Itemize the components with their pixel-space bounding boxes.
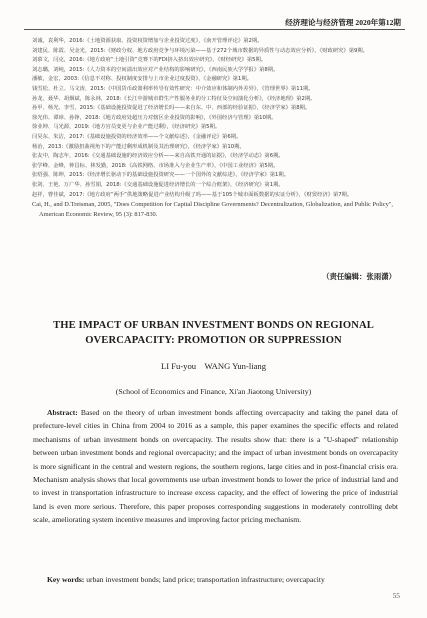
responsible-editor: （责任编辑：张雨潇）: [322, 272, 396, 281]
reference-item: 张友中，陶志年，2016:《交通基础设施的经济效应分析——来自高铁开通的证据》，《经济学动态》第6期。: [32, 153, 284, 160]
reference-item: 刘诚，袁利华，2016:《土地资源获取、投资权资增加与企业投资过度》，《南开管理评论》第2期。: [32, 38, 263, 44]
reference-item: 张绍强、陈坤，2015:《经济增长驱动下的基础设施投资研究——一个国外的文献综述》，《经济学家》第1期。: [32, 172, 289, 179]
reference-item: 刘志璐，刘纯，2015:《人力资本的空间溢出效应对产业结构的影响研究》，《西南民族大学学报》第8期。: [32, 66, 279, 73]
header-rule: [24, 29, 405, 30]
running-head: 经济理论与经济管理 2020年第12期: [285, 18, 401, 27]
article-authors: LI Fu-you WANG Yun-liang: [160, 361, 267, 371]
article-title-line: OVERCAPACITY: PROMOTION OR SUPPRESSION: [85, 335, 342, 346]
article-title: [0, 318, 427, 348]
reference-item-english: Cai, H., and D.Treisman, 2005, "Does Competition for Capital Discipline Governments? Decentralization, Globalization, and Public Policy", American Economic Review, 95 (3): 817-830.: [32, 201, 394, 218]
abstract-text: Based on the theory of urban investment bonds affecting overcapacity and taking the panel data of prefecture-level cities in China from 2004 to 2016 as a sample, this paper examines the specific effects and related mechanisms of urban investment bonds on overcapacity. The results show that: there is a "U-shaped" relationship between urban investment bonds and regional overcapacity; and the impact of urban investment bonds on overcapacity is more significant in the central and western regions, the southern regions, large cities and in post-financial crisis era. Mechanism analysis shows that local governments use urban investment bonds to lower the price of industrial land and to invest in transportation infrastructure to increase excess capacity, and the effect of lowering the price of industrial land is even more serious. Therefore, this paper proposes corresponding suggestions in moderately controlling debt scale, ameliorating system incentive measures and improving factor pricing mechanism.: [33, 408, 398, 525]
reference-item: 潘敏，金宏，2003:《信息不对称、投权制度安排与上市企业过度投资》，《金融研究》第1期。: [32, 76, 252, 83]
reference-item: 刘建民、陈霞、吴金光，2015:《财政分权、地方政府竞争与环境污染——基于272个城市数据的异质性与动态效应分析》，《财政研究》第9期。: [32, 47, 368, 54]
abstract: [33, 406, 398, 527]
reference-item: 赵祥，曹佳斌，2017:《地方政府“两手”供地策略促进产业结构升级了吗——基于105个城市面板数据的实证分析》，《财贸经济》第7期。: [32, 191, 353, 198]
page-number: 55: [392, 591, 400, 600]
keywords-label: Key words:: [47, 575, 85, 584]
reference-list: [32, 37, 404, 219]
keywords-text: urban investment bonds; land price; transportation infrastructure; overcapacity: [86, 575, 325, 584]
reference-item: 徐业坤、马光源，2019:《地方官员变更与企业产能过剩》，《经济研究》第5期。: [32, 124, 221, 131]
reference-item: 闫昊东、朱洁，2017:《基础设施投资的经济效率——个文献综述》，《金融评论》第6期。: [32, 133, 242, 140]
reference-item: 张剑、王艳、万广华、孙雪娟，2018:《交通基础设施促进经济增长的一个综合框架》，《经济研究》第1期。: [32, 181, 284, 188]
article-affiliation: (School of Economics and Finance, Xi'an Jiaotong University): [115, 387, 312, 396]
reference-item: 张学峰、金峰，钟昌标、林发勤，2018:《高铁网络、市场准入与企业生产率》，《中国工业经济》第5期。: [32, 162, 279, 169]
reference-item: 孙甲、杨光、李雪，2015:《基础设施投资促进了经济增长吗——来自东、中、西部的经验证据》，《经济学家》第8期。: [32, 105, 311, 112]
keywords: [33, 575, 398, 584]
reference-item: 徐光伟、谭璋、孙铮，2018:《地方政府处超压力对辖区企业投资的影响》，《外国经济与管理》第10期。: [32, 114, 277, 121]
reference-item: 刘慕文，闫克，2016:《地方政府“土地引资”竞赛下的FDI挤入挤出效应研究》，《财经研究》第5期。: [32, 57, 267, 64]
reference-item: 钱雪松、杜立、马文涛，2015:《中国货币政策利率传导有效性研究：中介效应和体制内外差异》，《管理世界》第11期。: [32, 85, 314, 92]
abstract-label: Abstract:: [47, 408, 78, 417]
article-title-line: THE IMPACT OF URBAN INVESTMENT BONDS ON REGIONAL: [53, 320, 374, 331]
reference-item: 孙龙、聂华、胡烟斌，陈永林，2018:《长江中游城市群生产性服务业的分工特征及空间演化分析》，《经济地理》第2期。: [32, 95, 316, 102]
reference-item: 杨治，2013:《激励扭曲视角下的产能过剩形成机制及其治理研究》，《经济学家》第10期。: [32, 143, 245, 150]
